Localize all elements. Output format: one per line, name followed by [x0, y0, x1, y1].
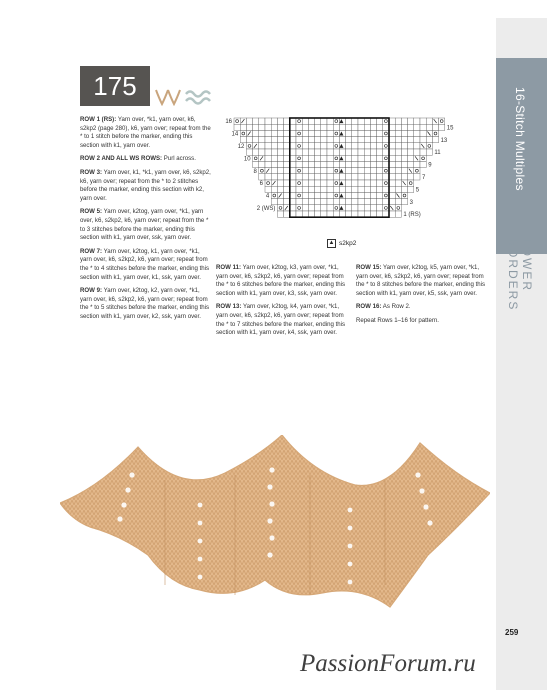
chart-row-label-right: 3 [409, 199, 413, 206]
instruction-row [80, 287, 212, 321]
stitch-chart [219, 112, 479, 230]
row-label: ROW 9: [80, 287, 103, 295]
pattern-number: 175 [80, 66, 150, 106]
row-label: ROW 11: [216, 264, 242, 271]
s2kp2-symbol-icon: ▲ [328, 240, 335, 246]
chart-row-label-right: 13 [440, 137, 448, 144]
side-tab-chapter: LOWER BORDERS [506, 238, 534, 312]
chart-row-label-left: 6 [259, 181, 263, 188]
instruction-row [80, 248, 212, 282]
instruction-row [216, 264, 348, 298]
instructions-right-column [356, 264, 488, 331]
legend-label: s2kp2 [339, 240, 357, 247]
row-label: ROW 5: [80, 208, 103, 216]
page-number: 259 [505, 628, 519, 637]
instruction-row [80, 155, 212, 164]
chart-row-label-right: 11 [434, 150, 441, 157]
instruction-row [80, 169, 212, 203]
row-text: Purl across. [163, 155, 196, 163]
chart-row-label-left: 12 [237, 144, 245, 150]
instruction-row [356, 264, 488, 298]
chart-row-label-right: 1 (RS) [403, 212, 421, 219]
row-text: Yarn over, k2tog, k3, yarn over, *k1, yarn over, k6, s2kp2, k6, yarn over; repeat from the * to 6 stitches before the marker, ending this section with k1, yarn over, k3, ssk, yarn over. [216, 264, 346, 297]
chart-row-label-left: 16 [225, 119, 232, 126]
yarn-weight-icon [154, 88, 214, 106]
instruction-row [80, 116, 212, 150]
row-label: ROW 13: [216, 303, 242, 311]
watermark: PassionForum.ru [300, 650, 476, 677]
row-label: ROW 2 AND ALL WS ROWS: [80, 155, 163, 163]
knitted-swatch-photo [60, 435, 490, 610]
chart-row-label-right: 9 [428, 162, 432, 169]
chart-row-label-left: 4 [265, 193, 270, 200]
row-label: ROW 1 (RS): [80, 116, 117, 123]
chart-row-label-left: 8 [253, 168, 257, 175]
chart-row-label-left: 14 [231, 131, 239, 138]
row-label: ROW 15: [356, 264, 382, 271]
chart-row-label-right: 7 [422, 175, 426, 181]
chart-row-label-left: 2 (WS) [256, 206, 276, 212]
difficulty-icon [186, 92, 210, 104]
row-label: ROW 3: [80, 168, 103, 176]
instructions-left-column [80, 116, 212, 326]
row-label: ROW 16: [356, 303, 382, 311]
instruction-row [216, 303, 348, 337]
instruction-row [80, 208, 212, 242]
row-text: Yarn over, k2tog, k2, yarn over, *k1, yarn over, k6, s2kp2, k6, yarn over; repeat from the * to 5 stitches before the marker, ending this section with k1, yarn over, k2, ssk, yarn over. [80, 287, 210, 320]
row-text: Yarn over, k2tog, yarn over, *k1, yarn over, k6, s2kp2, k6, yarn over; repeat from the * to 3 stitches before the marker, ending this section with k1, yarn over, ssk, yarn over. [80, 208, 209, 242]
instructions-middle-column [216, 264, 348, 343]
row-text: Repeat Rows 1–16 for pattern. [356, 316, 439, 324]
instruction-row [356, 303, 488, 312]
chart-row-label-right: 5 [415, 187, 420, 194]
side-tab-section: 16-Stitch Multiples [513, 87, 527, 191]
row-text: Yarn over, k2tog, k1, yarn over, *k1, yarn over, k6, s2kp2, k6, yarn over; repeat from the * to 4 stitches before the marker, ending this section with k1, yarn over, k1, ssk, yarn over. [80, 247, 210, 281]
chart-row-label-right: 15 [446, 125, 454, 132]
row-text: As Row 2. [382, 303, 411, 311]
row-text: Yarn over, *k1, yarn over, k6, s2kp2 (page 280), k6, yarn over; repeat from the * to 1 stitch before the marker, ending this section with k1, yarn over. [80, 116, 211, 149]
row-text: Yarn over, k2tog, k5, yarn over, *k1, yarn over, k6, s2kp2, k6, yarn over; repeat from the * to 8 stitches before the marker, ending this section with k1, yarn over, k5, ssk, yarn over. [356, 264, 486, 297]
row-text: Yarn over, k1, *k1, yarn over, k6, s2kp2, k6, yarn over; repeat from the * to 2 stitches before the marker, ending this section with k2, yarn over. [80, 168, 211, 202]
chart-legend [327, 239, 356, 248]
instruction-row [356, 317, 488, 326]
chart-row-label-left: 10 [243, 156, 251, 163]
row-label: ROW 7: [80, 247, 103, 255]
row-text: Yarn over, k2tog, k4, yarn over, *k1, yarn over, k6, s2kp2, k6, yarn over; repeat from the * to 7 stitches before the marker, ending this section with k1, yarn over, k4, ssk, yarn over. [216, 303, 346, 337]
